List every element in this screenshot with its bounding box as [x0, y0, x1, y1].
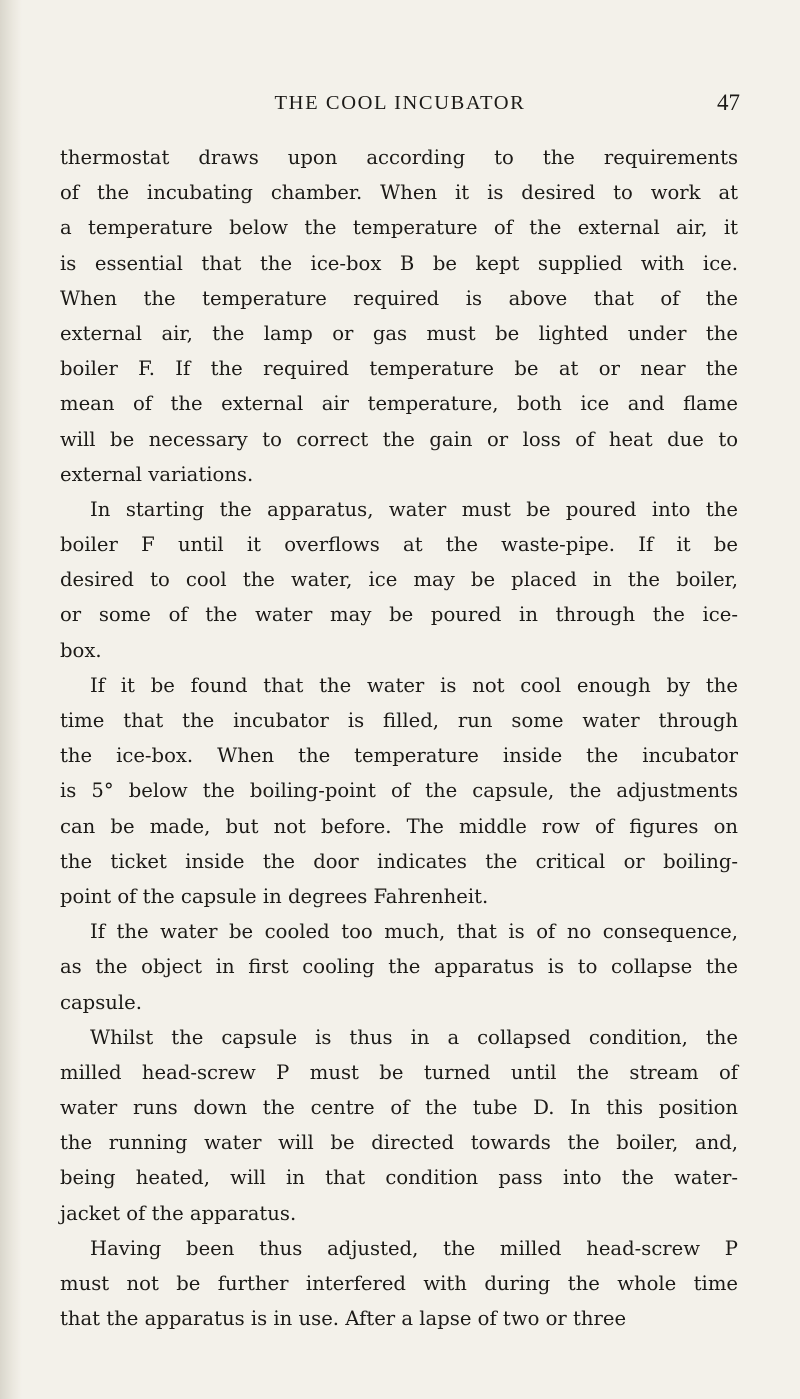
text-line: must not be further interfered with during the whole time — [60, 1272, 738, 1295]
text-line: box. — [60, 638, 102, 662]
text-line: the ice-box. When the temperature inside the incubator — [60, 744, 738, 768]
text-line: point of the capsule in degrees Fahrenheit. — [60, 884, 489, 908]
text-line: being heated, will in that condition pass into the water- — [60, 1166, 738, 1190]
text-line: Having been thus adjusted, the milled head-screw P — [90, 1236, 738, 1260]
text-line: When the temperature required is above that of the — [60, 286, 738, 310]
paragraph — [60, 492, 738, 668]
text-line: is essential that the ice-box B be kept supplied with ice. — [60, 251, 738, 275]
text-line: If the water be cooled too much, that is of no consequence, — [90, 920, 738, 944]
text-line: is 5° below the boiling-point of the capsule, the adjustments — [60, 779, 738, 803]
text-line: water runs down the centre of the tube D. In this position — [60, 1096, 738, 1120]
text-line: of the incubating chamber. When it is desired to work at — [60, 181, 738, 205]
text-line: or some of the water may be poured in through the ice- — [60, 603, 738, 627]
text-line: If it be found that the water is not cool enough by the — [90, 673, 738, 697]
text-line: will be necessary to correct the gain or loss of heat due to — [60, 427, 738, 451]
text-line: as the object in first cooling the apparatus is to collapse the — [60, 955, 738, 979]
text-line: mean of the external air temperature, both ice and flame — [60, 392, 738, 416]
running-title: THE COOL INCUBATOR — [274, 92, 526, 114]
running-head — [60, 88, 740, 118]
text-line: boiler F. If the required temperature be at or near the — [60, 357, 738, 381]
body-text — [60, 140, 738, 1336]
text-line: can be made, but not before. The middle row of figures on — [60, 814, 738, 838]
text-line: capsule. — [60, 990, 142, 1014]
text-line: boiler F until it overflows at the waste-pipe. If it be — [60, 533, 738, 557]
text-line: In starting the apparatus, water must be poured into the — [90, 497, 738, 521]
paragraph — [60, 914, 738, 1020]
text-line: the running water will be directed towards the boiler, and, — [60, 1131, 738, 1155]
text-line: jacket of the apparatus. — [60, 1201, 297, 1225]
text-line: time that the incubator is filled, run some water through — [60, 709, 738, 732]
paragraph — [60, 140, 738, 492]
text-line: that the apparatus is in use. After a lapse of two or three — [60, 1307, 627, 1331]
text-line: milled head-screw P must be turned until the stream of — [60, 1060, 738, 1084]
paragraph — [60, 1020, 738, 1231]
text-line: desired to cool the water, ice may be placed in the boiler, — [60, 568, 738, 592]
text-line: the ticket inside the door indicates the critical or boiling- — [60, 849, 738, 873]
text-line: external air, the lamp or gas must be lighted under the — [60, 321, 738, 345]
paragraph — [60, 668, 738, 914]
text-line: external variations. — [60, 462, 254, 486]
page-number: 47 — [717, 90, 740, 115]
text-line: Whilst the capsule is thus in a collapsed condition, the — [90, 1025, 738, 1049]
text-line: thermostat draws upon according to the requirements — [60, 146, 738, 169]
text-line: a temperature below the temperature of the external air, it — [60, 216, 738, 240]
paragraph — [60, 1231, 738, 1337]
binding-gutter-shadow — [0, 0, 22, 1399]
